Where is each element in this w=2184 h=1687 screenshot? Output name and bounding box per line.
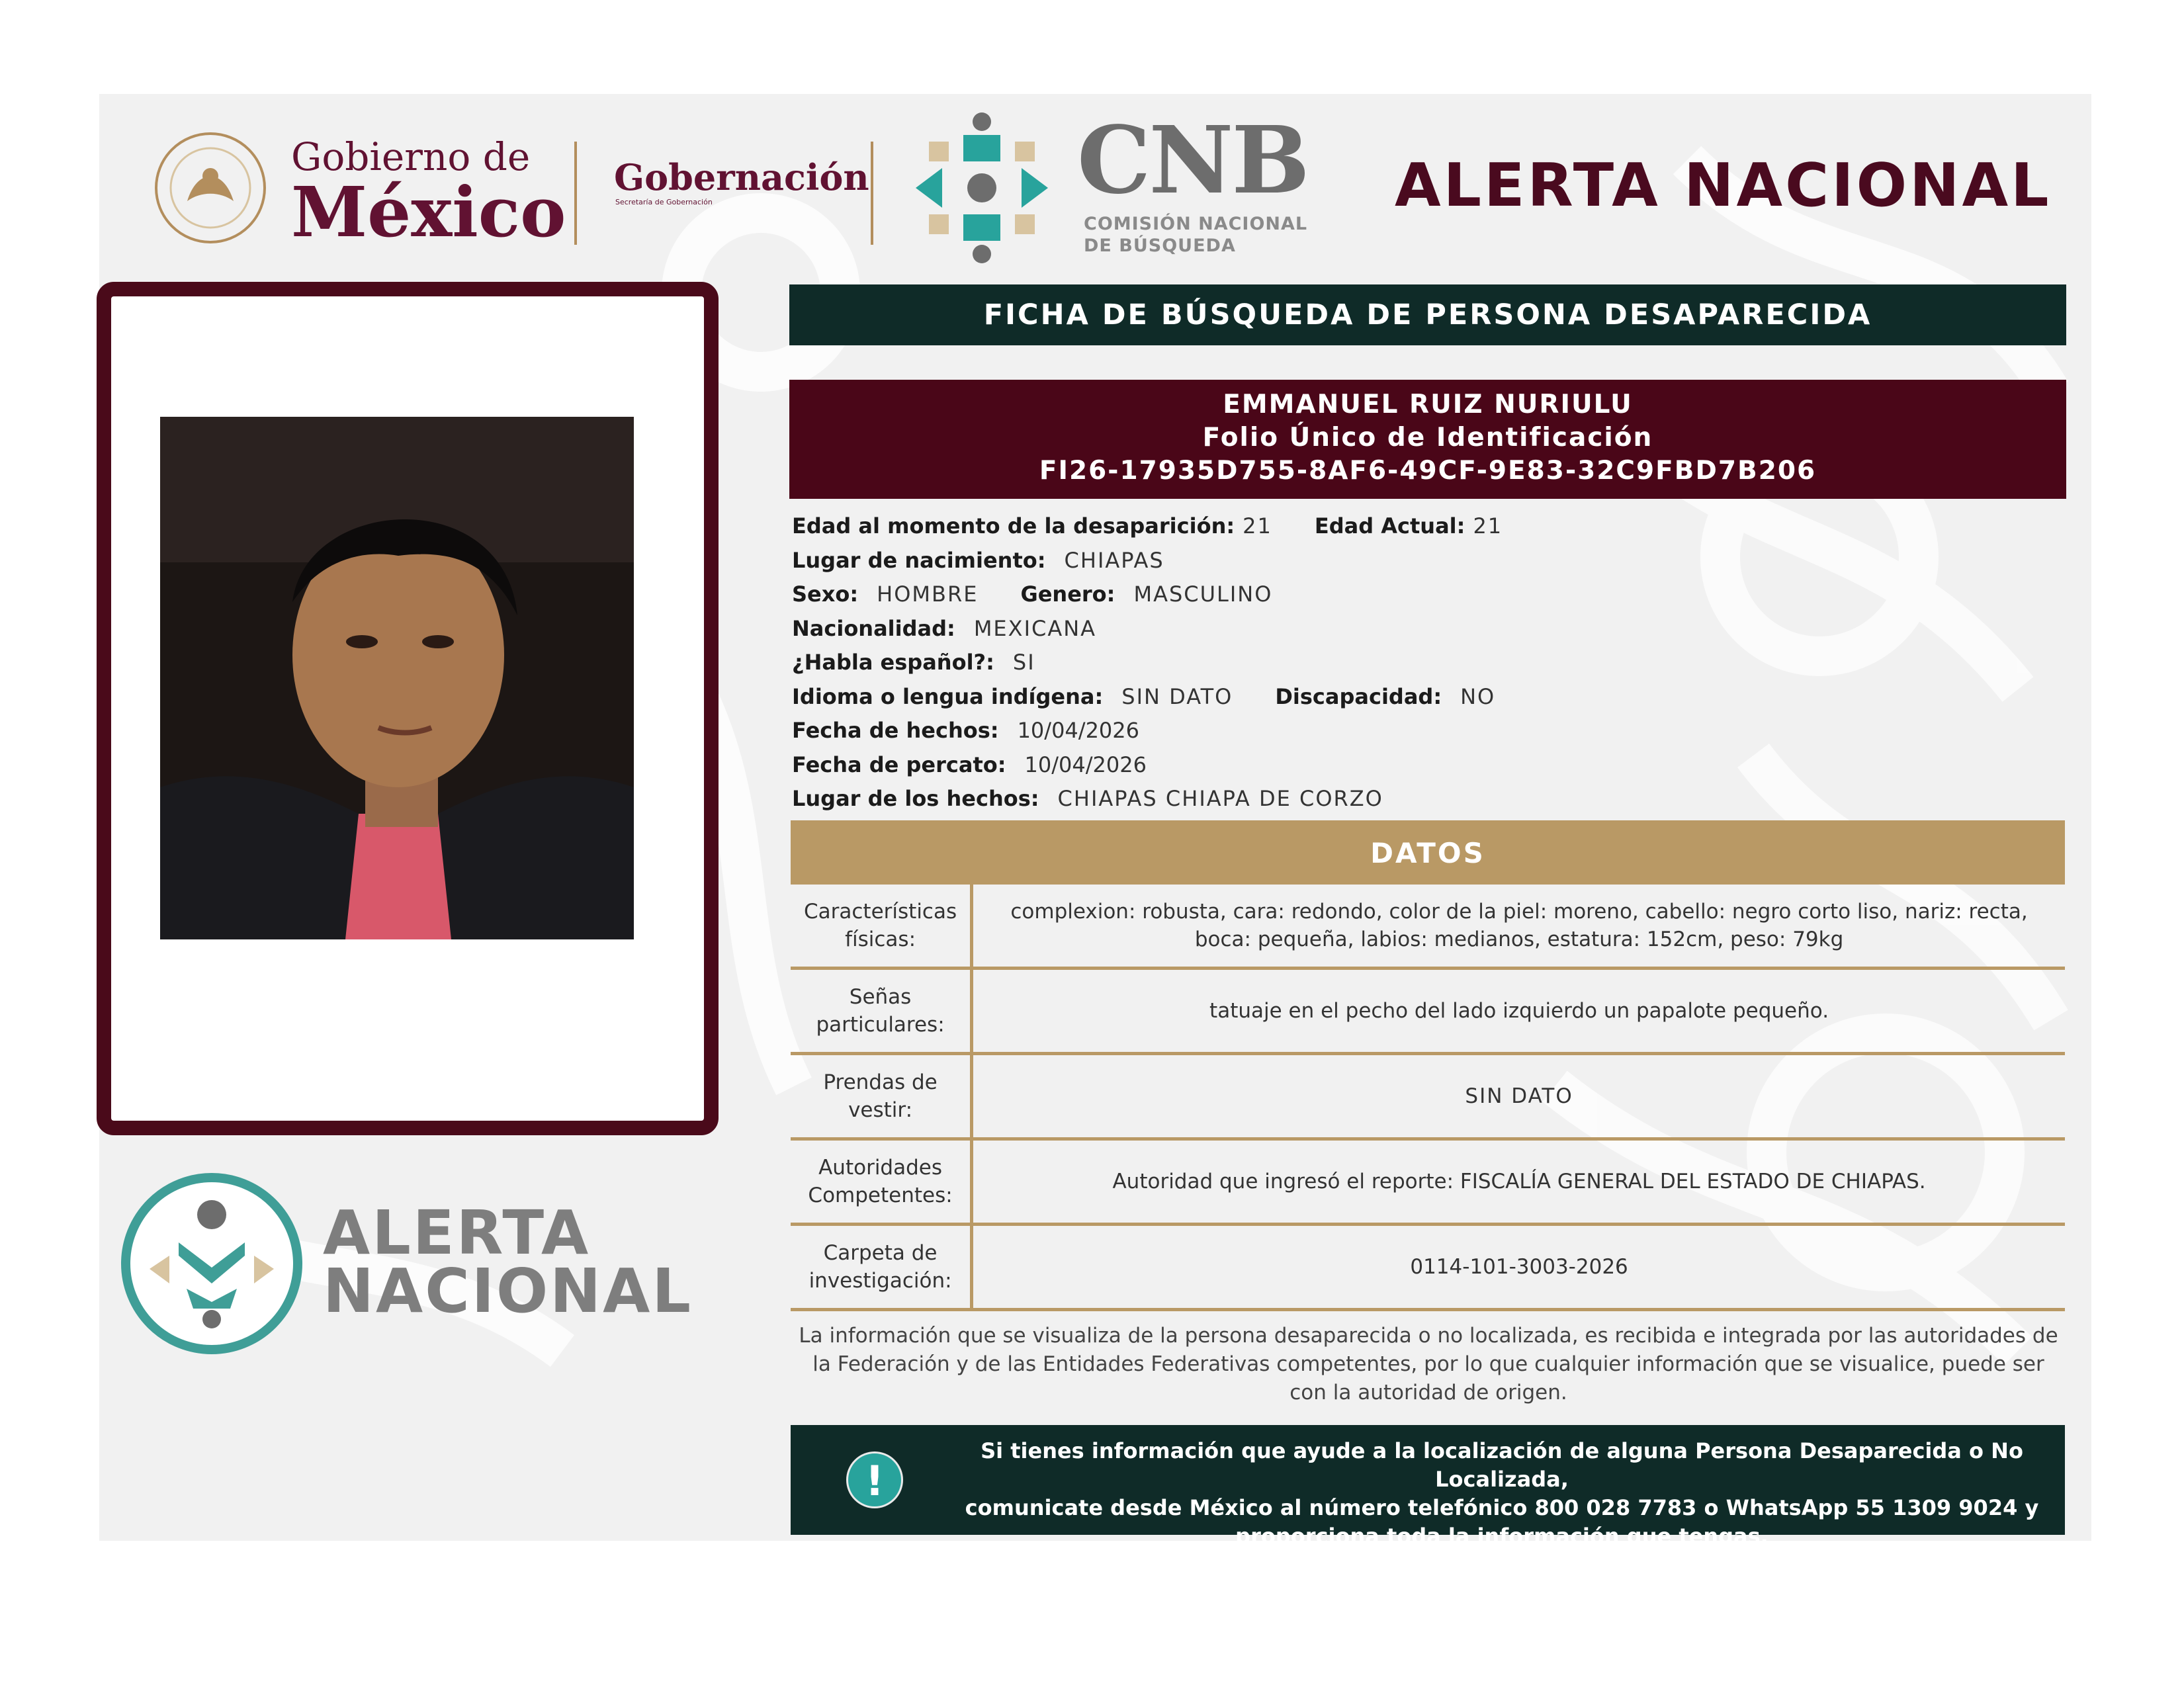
info-row-nacionalidad [792,612,2066,646]
header-divider [871,142,873,245]
fecha-percato-value: 10/04/2026 [1024,752,1147,777]
nacionalidad-label: Nacionalidad: [792,615,955,641]
cnb-emblem-icon [902,108,1061,267]
edad-actual-label: Edad Actual: [1314,513,1465,539]
person-photo [160,417,634,939]
fecha-hechos-value: 10/04/2026 [1017,718,1139,743]
edad-actual-value: 21 [1473,513,1503,539]
info-row-fecha-percato [792,748,2066,783]
cnb-subtitle [1084,213,1307,257]
contact-text [949,1437,2054,1551]
table-row [791,1139,2065,1225]
gobernacion-logo: Gobernación [614,156,869,198]
edad-label: Edad al momento de la desaparición: [792,513,1235,539]
info-row-fecha-hechos [792,714,2066,748]
datos-label: Carpeta de investigación: [791,1225,972,1310]
fecha-percato-label: Fecha de percato: [792,752,1006,777]
datos-value: Autoridad que ingresó el reporte: FISCALÍA GENERAL DEL ESTADO DE CHIAPAS. [972,1139,2065,1225]
header-divider [574,142,577,245]
cnb-subtitle-line1: COMISIÓN NACIONAL [1084,214,1308,234]
gobernacion-subtitle: Secretaría de Gobernación [615,198,713,206]
genero-value: MASCULINO [1133,582,1273,607]
discapacidad-value: NO [1460,683,1496,709]
edad-value: 21 [1243,513,1272,539]
coat-of-arms-seal [151,128,270,247]
cnb-wordmark: CNB [1077,107,1308,215]
sexo-value: HOMBRE [877,582,979,607]
info-row-sexo [792,578,2066,612]
person-header [789,380,2066,499]
gobierno-de-mexico-logo [291,134,566,253]
gob-line2: México [291,171,566,253]
datos-value: 0114-101-3003-2026 [972,1225,2065,1310]
info-row-lugar-hechos [792,782,2066,816]
datos-label: Características físicas: [791,885,972,969]
table-row [791,1054,2065,1139]
lugar-nacimiento-value: CHIAPAS [1064,547,1164,573]
person-name: EMMANUEL RUIZ NURIULU [1223,390,1633,419]
info-row-idioma [792,680,2066,714]
lugar-nacimiento-label: Lugar de nacimiento: [792,547,1046,573]
datos-label: Prendas de vestir: [791,1054,972,1139]
table-row [791,969,2065,1054]
habla-value: SI [1012,650,1035,675]
idioma-label: Idioma o lengua indígena: [792,683,1104,709]
datos-label: Autoridades Competentes: [791,1139,972,1225]
disclaimer-text: La información que se visualiza de la persona desaparecida o no localizada, es recibida e integrada por las autoridades de la Federación y de las Entidades Federativas competentes, por lo que cualquier información que se visualice, puede ser con la autoridad de origen. [799,1324,2058,1405]
datos-header: DATOS [791,820,2065,885]
lugar-hechos-value: CHIAPAS CHIAPA DE CORZO [1057,786,1383,811]
datos-label: Señas particulares: [791,969,972,1054]
gob-line1: Gobierno de [291,134,531,179]
contact-banner [791,1425,2065,1549]
ficha-title: FICHA DE BÚSQUEDA DE PERSONA DESAPARECIDA [789,284,2066,345]
datos-value: SIN DATO [972,1054,2065,1139]
lugar-hechos-label: Lugar de los hechos: [792,786,1039,811]
alerta-nacional-wordmark [323,1197,693,1326]
datos-value: complexion: robusta, cara: redondo, color de la piel: moreno, cabello: negro corto liso, nariz: recta, boca: pequeña, labios: medianos, estatura: 152cm, peso: 79kg [972,885,2065,969]
person-photo-image [160,417,634,939]
contact-line2: comunicate desde México al número telefónico 800 028 7783 o WhatsApp 55 1309 9024 y [965,1495,2039,1520]
datos-value: tatuaje en el pecho del lado izquierdo un papalote pequeño. [972,969,2065,1054]
table-row [791,1225,2065,1310]
alerta-nacional-line1: ALERTA [323,1197,591,1268]
datos-table [791,885,2065,1311]
nacionalidad-value: MEXICANA [973,615,1097,641]
alerta-nacional-logo-icon [118,1170,306,1358]
fecha-hechos-label: Fecha de hechos: [792,718,999,743]
alert-exclamation-icon: ! [846,1451,903,1508]
info-row-edad [792,509,2066,544]
habla-label: ¿Habla español?: [792,650,994,675]
info-row-habla [792,646,2066,680]
cnb-subtitle-line2: DE BÚSQUEDA [1084,236,1236,256]
discapacidad-label: Discapacidad: [1275,683,1442,709]
page-title: ALERTA NACIONAL [1395,151,2052,220]
info-row-lugar-nacimiento [792,544,2066,578]
folio-label: Folio Único de Identificación [1202,423,1653,453]
sexo-label: Sexo: [792,582,859,607]
idioma-value: SIN DATO [1121,683,1233,709]
person-info [792,509,2066,816]
genero-label: Genero: [1020,582,1115,607]
contact-line1: Si tienes información que ayude a la localización de alguna Persona Desaparecida o No Localizada, [981,1438,2023,1492]
table-row [791,885,2065,969]
alerta-nacional-line2: NACIONAL [323,1256,693,1326]
folio-id: FI26-17935D755-8AF6-49CF-9E83-32C9FBD7B206 [1039,456,1817,486]
contact-line3: proporciona toda la información que tengas. [1235,1524,1769,1549]
